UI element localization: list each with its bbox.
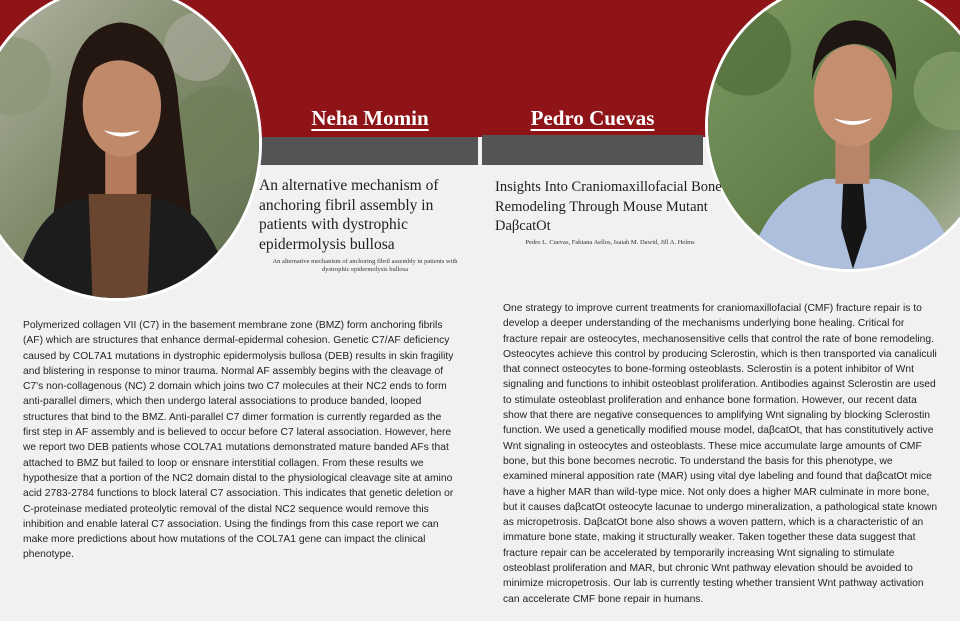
left-abstract-subtitle: An alternative mechanism of anchoring fibril assembly in patients with dystrophic epidermolysis bullosa [272, 258, 458, 273]
left-abstract-body: Polymerized collagen VII (C7) in the basement membrane zone (BMZ) form anchoring fibrils (AF) which are structures that enhance dermal-epidermal cohesion. Genetic C7/AF deficiency caused by COL7A1 mutations in dystrophic epidermolysis bullosa (DEB) results in skin fragility and blistering in response to minor trauma. Normal AF assembly begins with the cleavage of C7's non-collagenous (NC) 2 domain which joins two C7 molecules at their NC2 ends to form anti-parallel dimers, which then undergo lateral associations to produce banded, looped structures that bind to the BMZ. Anti-parallel C7 dimer formation is currently regarded as the first step in AF assembly and is believed to occur before C7 lateral association. However, here we report two DEB patients whose COL7A1 mutations demonstrated mature banded AFs that attached to BMZ but failed to loop or ensnare interstitial collagen. From these results we hypothesize that a portion of the NC2 domain distal to the physiological cleavage site at amino acid 2783-2784 functions to block lateral C7 association. This indicates that genetic deletion or C-proteinase mediated proteolytic removal of the distal NC2 sequence would remove this inhibition and enable lateral C7 association. Using the findings from this case report we can make more predictions about how mutations of the COL7A1 gene can impact the clinical phenotype. [23, 320, 454, 561]
right-presenter-photo [705, 0, 960, 272]
left-abstract-title: An alternative mechanism of anchoring fibril assembly in patients with dystrophic epidermolysis bullosa [259, 177, 439, 253]
right-divider-bar [482, 135, 703, 165]
right-abstract-title: Insights Into Craniomaxillofacial Bone Remodeling Through Mouse Mutant DaβcatOt [495, 179, 722, 234]
left-divider-bar [258, 137, 478, 165]
right-presenter-name: Pedro Cuevas [530, 106, 655, 130]
left-presenter-name: Neha Momin [311, 106, 429, 130]
left-presenter-photo [0, 0, 262, 301]
right-abstract-authors: Pedro L. Cuevas, Fabiana Aellos, Isaiah M. Dawid, Jill A. Helms [525, 239, 695, 246]
right-abstract-body: One strategy to improve current treatments for craniomaxillofacial (CMF) fracture repair is to develop a deeper understanding of the mechanisms underlying bone healing. Critical for fracture repair are osteocytes, mechanosensitive cells that control the rate of bone remodeling. Osteocytes achieve this control by producing Sclerostin, which is then transported via canaliculi that connect osteocytes to bone-forming osteoblasts. Sclerostin is a potent inhibitor of Wnt signaling and functions to inhibit osteoblast proliferation. Antibodies against Sclerostin are used to stimulate osteoblast proliferation and enhance bone formation. However, our recent data show that there are negative consequences to amplifying Wnt signaling by blocking Sclerostin function. We used a genetically modified mouse model, daβcatOt, that has constitutively active Wnt signaling in osteocytes and osteoblasts. These mice accumulate large amounts of CMF bone, but this bone becomes necrotic. To understand the basis for this phenotype, we examined mineral apposition rate (MAR) using vital dye labeling and found that daβcatOt mice have a higher MAR than wild-type mice. Not only does a higher MAR culminate in more bone, but it causes daβcatOt osteocyte lacunae to undergo mineralization, a pathological state known as micropetrosis. DaβcatOt bone also shows a woven pattern, which is a characteristic of an immature bone state, making it structurally weaker. Taken together these data suggest that fracture repair can be accelerated by temporarily increasing Wnt signaling to stimulate osteoblast proliferation and MAR, but chronic Wnt pathway elevation should be avoided to minimize micropetrosis. Our lab is currently testing whether transient Wnt pathway activation can accelerate CMF bone repair in humans. [503, 303, 938, 605]
